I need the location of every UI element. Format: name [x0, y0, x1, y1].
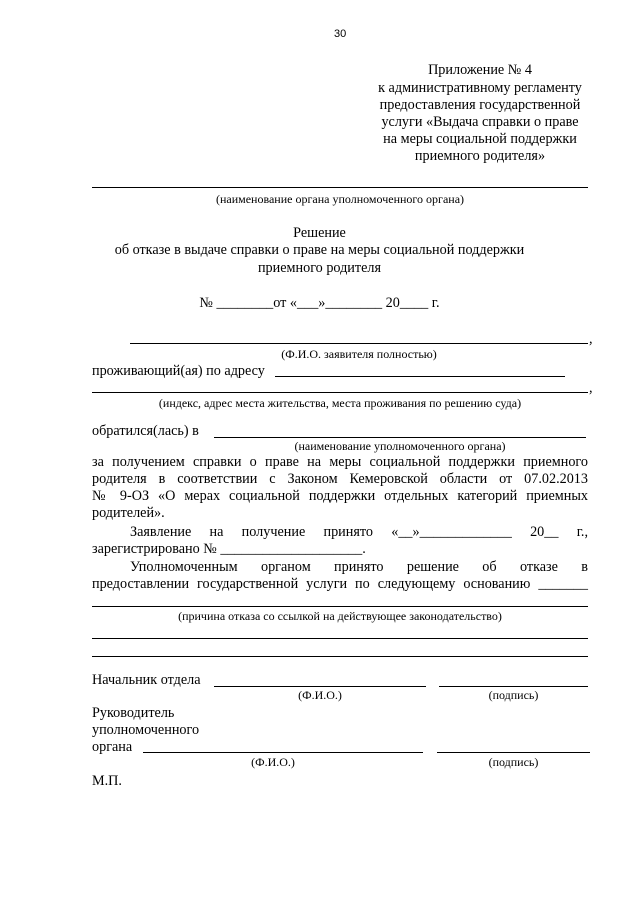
chief-label: уполномоченного — [92, 722, 200, 738]
chief-signature-underline — [437, 752, 590, 753]
address-underline — [275, 376, 565, 377]
head-fio-underline — [214, 686, 426, 687]
authority-underline — [92, 187, 588, 188]
applied-authority-underline — [214, 437, 586, 438]
authority-caption-2: (наименование уполномоченного органа) — [294, 439, 506, 453]
appendix-line: приемного родителя» — [414, 148, 546, 164]
reason-caption: (причина отказа со ссылкой на действующее законодательство) — [178, 609, 502, 623]
reason-underline — [92, 606, 588, 607]
signature-caption: (подпись) — [488, 688, 539, 702]
appendix-line: к административному регламенту — [378, 80, 582, 96]
seal-label: М.П. — [92, 773, 122, 789]
address-caption: (индекс, адрес места жительства, места проживания по решению суда) — [158, 396, 522, 410]
applied-label: обратился(лась) в — [92, 423, 199, 439]
reason-underline-3 — [92, 656, 588, 657]
chief-fio-underline — [143, 752, 423, 753]
registration-line: зарегистрировано № ____________________. — [92, 541, 366, 557]
appendix-line: услуги «Выдача справки о праве — [381, 114, 579, 130]
address-underline-2 — [92, 392, 588, 393]
chief-label: органа — [92, 739, 133, 755]
comma: , — [589, 380, 593, 396]
body-line: № 9-ОЗ «О мерах социальной поддержки отдельных категорий приемных — [92, 488, 588, 504]
appendix-title: Приложение № 4 — [428, 62, 532, 78]
application-accepted-line: Заявление на получение принято «__»_____________ 20__ г., — [130, 524, 588, 540]
chief-label: Руководитель — [92, 705, 175, 721]
fio-caption: (Ф.И.О.) — [251, 755, 295, 769]
decision-subtitle-cont: приемного родителя — [257, 260, 382, 276]
fio-caption: (Ф.И.О.) — [298, 688, 342, 702]
page-number: 30 — [334, 28, 347, 40]
decision-number-line: № ________от «___»________ 20____ г. — [199, 295, 440, 311]
body-line: за получением справки о праве на меры социальной поддержки приемного — [92, 454, 588, 470]
signature-caption: (подпись) — [488, 755, 539, 769]
appendix-line: предоставления государственной — [379, 97, 581, 113]
refusal-decision-line: Уполномоченным органом принято решение об отказе в — [130, 559, 588, 575]
head-signature-underline — [439, 686, 588, 687]
reason-underline-2 — [92, 638, 588, 639]
authority-caption: (наименование органа уполномоченного органа) — [215, 192, 465, 206]
head-of-department-label: Начальник отдела — [92, 672, 201, 688]
decision-heading: Решение — [293, 225, 346, 241]
body-line: родителя в соответствии с Законом Кемеровской области от 07.02.2013 — [92, 471, 588, 487]
appendix-line: на меры социальной поддержки — [383, 131, 577, 147]
fio-caption: (Ф.И.О. заявителя полностью) — [281, 347, 437, 361]
refusal-basis-line: предоставлении государственной услуги по следующему основанию _______ — [92, 576, 588, 592]
decision-subtitle: об отказе в выдаче справки о праве на меры социальной поддержки — [114, 242, 525, 258]
comma: , — [589, 331, 593, 347]
body-line: родителей». — [92, 505, 165, 521]
applicant-fio-underline — [130, 343, 588, 344]
residing-label: проживающий(ая) по адресу — [92, 363, 265, 379]
